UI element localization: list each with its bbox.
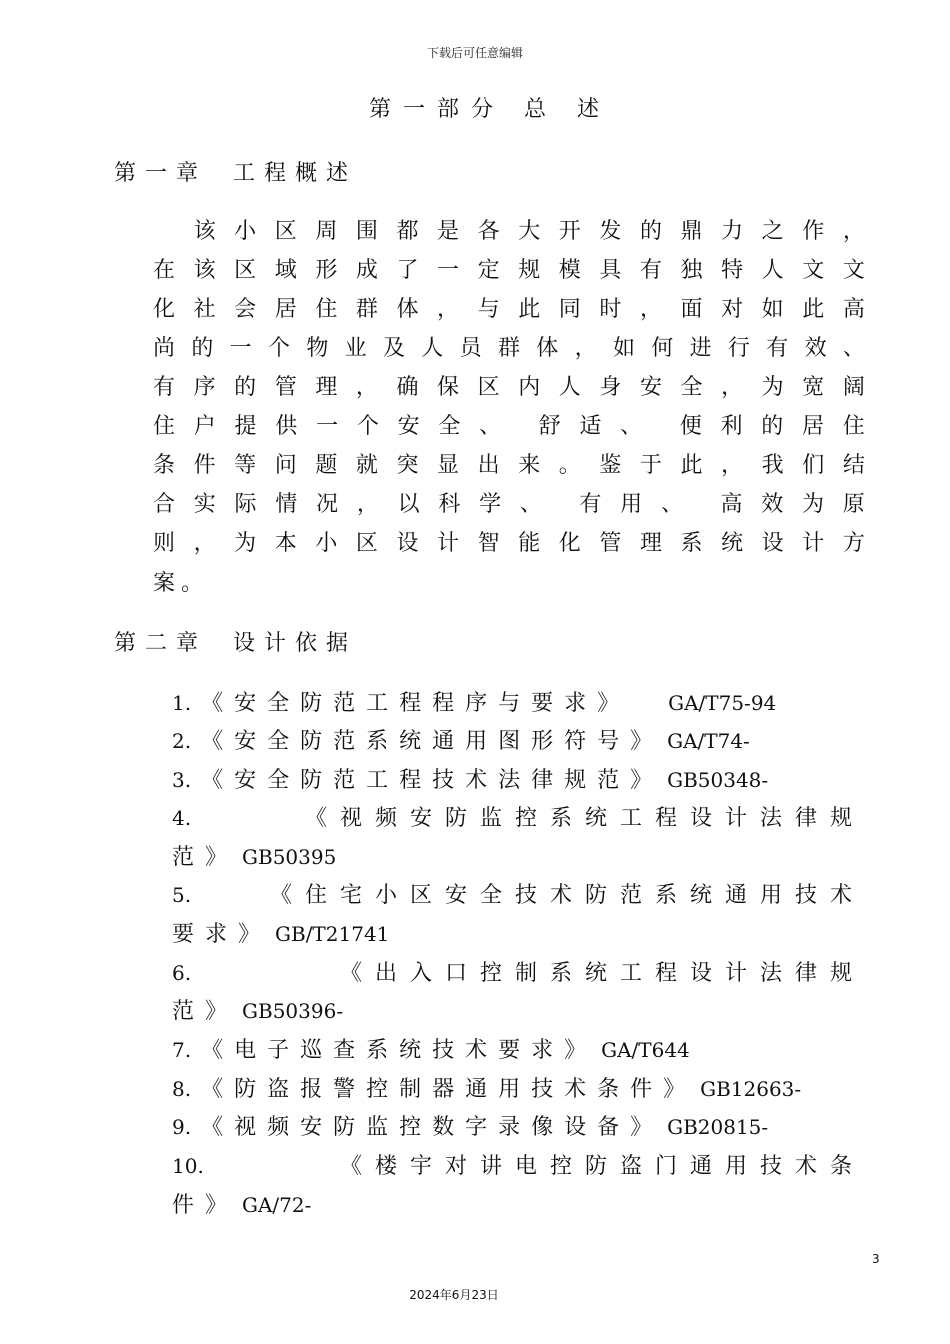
reference-code: GA/T75-94 (668, 691, 777, 715)
reference-code: GB20815- (667, 1115, 769, 1139)
reference-number: 10. (172, 1154, 204, 1178)
part-title: 第一部分 总 述 (369, 97, 611, 122)
reference-item (172, 1033, 690, 1064)
reference-title: 《防盗报警控制器通用技术条件》 (201, 1077, 697, 1102)
reference-number: 5. (172, 883, 192, 907)
footer-date: 2024年6月23日 (409, 1288, 499, 1302)
reference-title-continuation: 件》 (172, 1193, 239, 1218)
reference-title: 《出入口控制系统工程设计法律规 (339, 961, 865, 986)
chapter-2-heading (114, 626, 357, 657)
chapter-1-number: 第一章 (114, 161, 208, 186)
reference-item (172, 763, 768, 794)
reference-title: 《视频安防监控系统工程设计法律规 (304, 806, 865, 831)
chapter-1-title: 工程概述 (233, 161, 358, 186)
reference-title: 《住宅小区安全技术防范系统通用技术 (269, 883, 865, 908)
reference-number: 2. (172, 729, 192, 753)
reference-item-continuation (172, 994, 343, 1025)
reference-title: 《电子巡查系统技术要求》 (201, 1038, 598, 1063)
reference-code: GB50396- (242, 999, 344, 1023)
reference-title: 《安全防范系统通用图形符号》 (201, 729, 664, 754)
paragraph-line: 条 件 等 问 题 就 突 显 出 来 。 鉴 于 此 ， 我 们 结 (153, 453, 865, 478)
reference-title-continuation: 要求》 (172, 922, 272, 947)
chapter-2-number: 第二章 (114, 631, 208, 656)
reference-item (172, 801, 865, 832)
paragraph-line: 尚 的 一 个 物 业 及 人 员 群 体 ， 如 何 进 行 有 效 、 (153, 336, 865, 361)
reference-title-continuation: 范》 (172, 999, 239, 1024)
reference-number: 7. (172, 1038, 192, 1062)
reference-title: 《安全防范工程程序与要求》 (201, 691, 631, 716)
page-number: 3 (872, 1252, 880, 1266)
reference-item (172, 956, 865, 987)
reference-item-continuation (172, 1188, 311, 1219)
reference-number: 4. (172, 806, 192, 830)
reference-item-continuation (172, 917, 389, 948)
page-header-note: 下载后可任意编辑 (426, 46, 523, 60)
reference-number: 6. (172, 961, 192, 985)
paragraph-line: 在 该 区 域 形 成 了 一 定 规 模 具 有 独 特 人 文 文 (153, 258, 865, 283)
reference-code: GB/T21741 (275, 922, 390, 946)
paragraph-line: 案。 (153, 571, 210, 596)
reference-code: GB50395 (242, 845, 337, 869)
reference-item (172, 686, 776, 717)
reference-title: 《视频安防监控数字录像设备》 (201, 1115, 664, 1140)
chapter-2-title: 设计依据 (233, 631, 358, 656)
reference-code: GA/T644 (601, 1038, 690, 1062)
reference-code: GA/T74- (667, 729, 750, 753)
paragraph-line: 则 ， 为 本 小 区 设 计 智 能 化 管 理 系 统 设 计 方 (153, 531, 865, 556)
reference-item (172, 1149, 865, 1180)
reference-item (172, 1110, 768, 1141)
reference-title-continuation: 范》 (172, 845, 239, 870)
reference-number: 8. (172, 1077, 192, 1101)
paragraph-line: 住 户 提 供 一 个 安 全 、 舒 适 、 便 利 的 居 住 (153, 414, 865, 439)
reference-item (172, 724, 750, 755)
reference-item (172, 878, 865, 909)
reference-code: GA/72- (242, 1193, 312, 1217)
reference-item-continuation (172, 840, 336, 871)
paragraph-line: 有 序 的 管 理 ， 确 保 区 内 人 身 安 全 ， 为 宽 阔 (153, 375, 865, 400)
paragraph-line: 合 实 际 情 况 ， 以 科 学 、 有 用 、 高 效 为 原 (153, 492, 865, 517)
paragraph-line: 该 小 区 周 围 都 是 各 大 开 发 的 鼎 力 之 作 ， (193, 219, 865, 244)
reference-title: 《安全防范工程技术法律规范》 (201, 768, 664, 793)
reference-title: 《楼宇对讲电控防盗门通用技术条 (339, 1154, 865, 1179)
paragraph-line: 化 社 会 居 住 群 体 ， 与 此 同 时 ， 面 对 如 此 高 (153, 297, 865, 322)
chapter-1-heading (114, 156, 357, 187)
reference-code: GB12663- (700, 1077, 802, 1101)
reference-code: GB50348- (667, 768, 769, 792)
reference-number: 9. (172, 1115, 192, 1139)
reference-number: 3. (172, 768, 192, 792)
reference-number: 1. (172, 691, 192, 715)
reference-item (172, 1072, 801, 1103)
